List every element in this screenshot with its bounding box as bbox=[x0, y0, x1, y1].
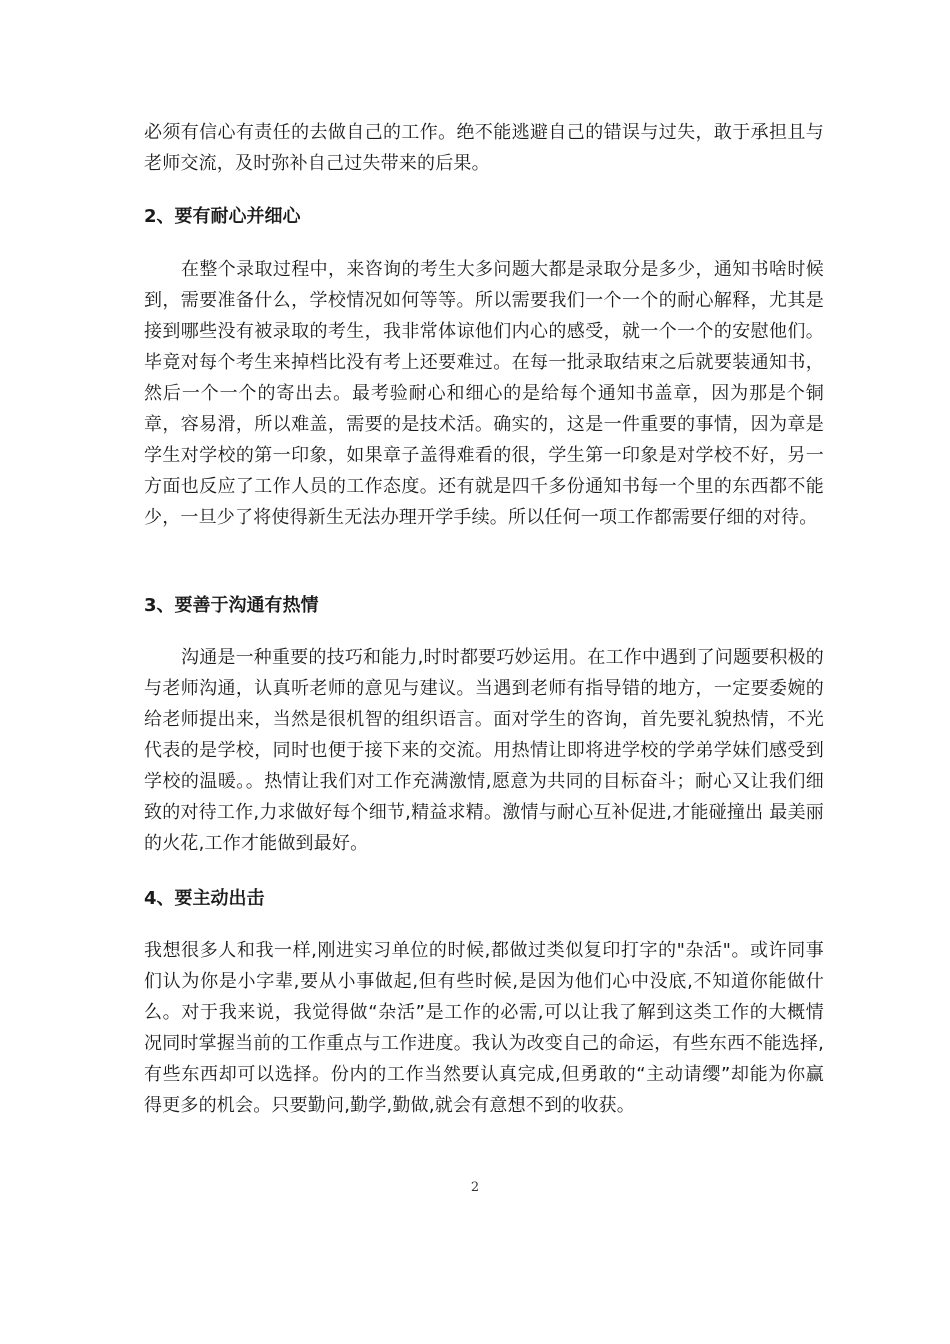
intro-paragraph: 必须有信心有责任的去做自己的工作。绝不能逃避自己的错误与过失，敢于承担且与老师交流，及时弥补自己过失带来的后果。 bbox=[144, 122, 824, 174]
section-heading: 2、要有耐心并细心 bbox=[144, 206, 301, 227]
section-body-communication-block bbox=[144, 642, 824, 859]
section-body-initiative-block bbox=[144, 935, 824, 1121]
section-body: 我想很多人和我一样,刚进实习单位的时候,都做过类似复印打字的"杂活"。或许同事们认为你是小字辈,要从小事做起,但有些时候,是因为他们心中没底,不知道你能做什么。对于我来说，我觉得做“杂活”是工作的必需,可以让我了解到这类工作的大概情况同时掌握当前的工作重点与工作进度。我认为改变自己的命运，有些东西不能选择,有些东西却可以选择。份内的工作当然要认真完成,但勇敢的“主动请缨”却能为你赢得更多的机会。只要勤问,勤学,勤做,就会有意想不到的收获。 bbox=[144, 940, 824, 1116]
section-heading-communication bbox=[144, 590, 824, 621]
section-body: 在整个录取过程中，来咨询的考生大多问题大都是录取分是多少，通知书啥时候到，需要准备什么，学校情况如何等等。所以需要我们一个一个的耐心解释，尤其是接到哪些没有被录取的考生，我非常体谅他们内心的感受，就一个一个的安慰他们。毕竟对每个考生来掉档比没有考上还要难过。在每一批录取结束之后就要装通知书，然后一个一个的寄出去。最考验耐心和细心的是给每个通知书盖章，因为那是个铜章，容易滑，所以难盖，需要的是技术活。确实的，这是一件重要的事情，因为章是学生对学校的第一印象，如果章子盖得难看的很，学生第一印象是对学校不好，另一方面也反应了工作人员的工作态度。还有就是四千多份通知书每一个里的东西都不能少，一旦少了将使得新生无法办理开学手续。所以任何一项工作都需要仔细的对待。 bbox=[144, 259, 824, 528]
section-heading: 3、要善于沟通有热情 bbox=[144, 595, 319, 616]
page-number: 2 bbox=[470, 1180, 480, 1195]
section-heading: 4、要主动出击 bbox=[144, 888, 265, 909]
section-heading-initiative bbox=[144, 883, 824, 914]
section-heading-patience bbox=[144, 201, 824, 232]
section-body: 沟通是一种重要的技巧和能力,时时都要巧妙运用。在工作中遇到了问题要积极的与老师沟通，认真听老师的意见与建议。当遇到老师有指导错的地方，一定要委婉的给老师提出来，当然是很机智的组织语言。面对学生的咨询，首先要礼貌热情，不光代表的是学校，同时也便于接下来的交流。用热情让即将进学校的学弟学妹们感受到学校的温暖。。热情让我们对工作充满激情,愿意为共同的目标奋斗；耐心又让我们细致的对待工作,力求做好每个细节,精益求精。激情与耐心互补促进,才能碰撞出 最美丽的火花,工作才能做到最好。 bbox=[144, 647, 824, 854]
intro-paragraph-block bbox=[144, 117, 824, 179]
section-body-patience-block bbox=[144, 254, 824, 533]
